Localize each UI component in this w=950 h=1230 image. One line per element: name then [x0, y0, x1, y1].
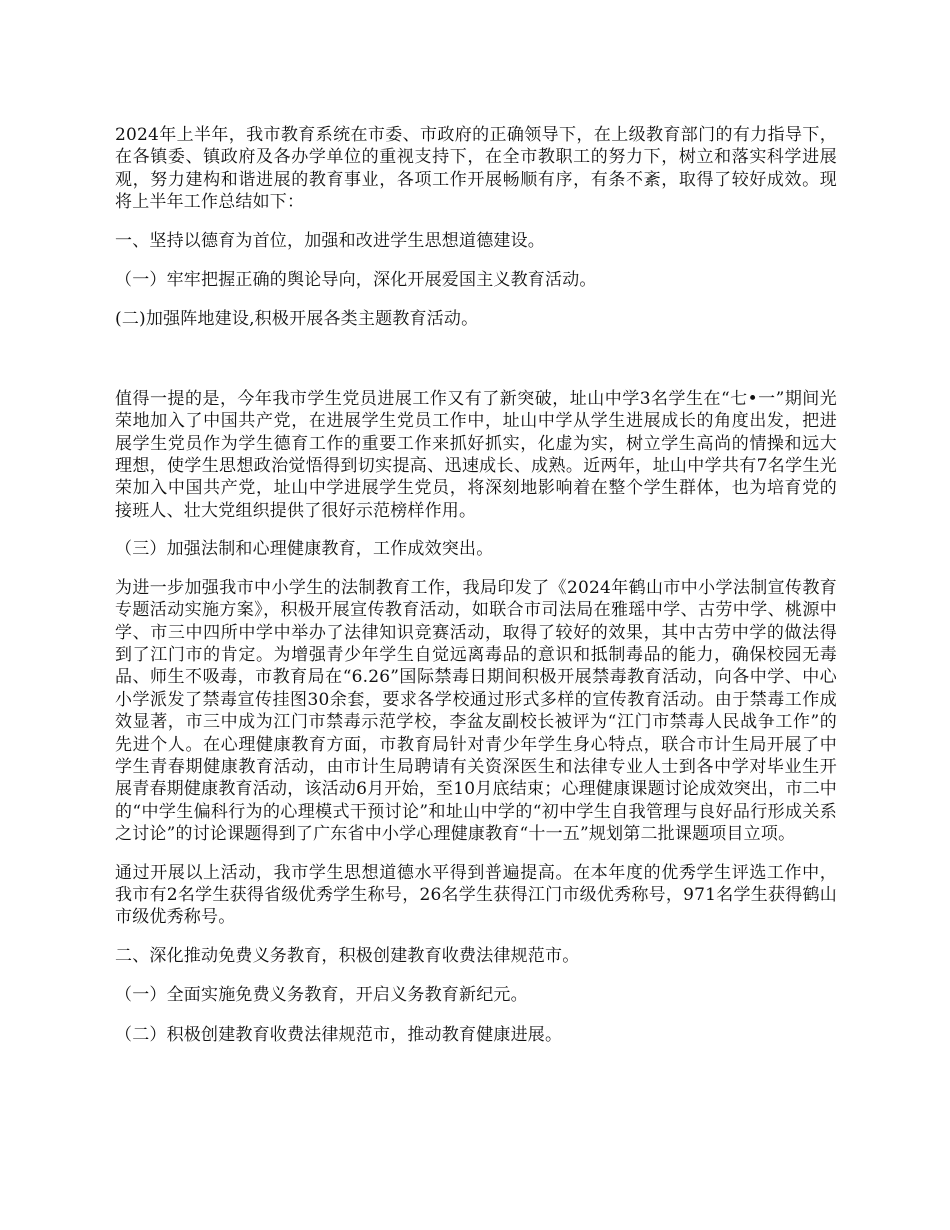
document-body	[115, 124, 837, 1046]
subsection-heading-2-1: （一）全面实施免费义务教育，开启义务教育新纪元。	[115, 985, 528, 1006]
party-member-paragraph: 值得一提的是，今年我市学生党员进展工作又有了新突破，址山中学3名学生在“七•一”期间光荣地加入了中国共产党，在进展学生党员工作中，址山中学从学生进展成长的角度出发，把进展学生党员作为学生德育工作的重要工作来抓好抓实，化虚为实，树立学生高尚的情操和远大理想，使学生思想政治觉悟得到切实提高、迅速成长、成熟。近两年，址山中学共有7名学生光荣加入中国共产党，址山中学进展学生党员，将深刻地影响着在整个学生群体，也为培育党的接班人、壮大党组织提供了很好示范榜样作用。	[115, 388, 837, 521]
section-heading-2: 二、深化推动免费义务教育，积极创建教育收费法律规范市。	[115, 945, 580, 966]
subsection-heading-1-1: （一）牢牢把握正确的舆论导向，深化开展爱国主义教育活动。	[115, 270, 597, 291]
intro-paragraph: 2024年上半年，我市教育系统在市委、市政府的正确领导下，在上级教育部门的有力指导下，在各镇委、镇政府及各办学单位的重视支持下，在全市教职工的努力下，树立和落实科学进展观，努力建构和谐进展的教育事业，各项工作开展畅顺有序，有条不紊，取得了较好成效。现将上半年工作总结如下：	[115, 125, 837, 213]
subsection-heading-1-2: (二)加强阵地建设,积极开展各类主题教育活动。	[115, 309, 479, 330]
section-heading-1: 一、坚持以德育为首位，加强和改进学生思想道德建设。	[115, 230, 545, 251]
results-paragraph: 通过开展以上活动，我市学生思想道德水平得到普遍提高。在本年度的优秀学生评选工作中，我市有2名学生获得省级优秀学生称号，26名学生获得江门市级优秀称号，971名学生获得鹤山市级优秀称号。	[115, 862, 837, 928]
subsection-heading-2-2: （二）积极创建教育收费法律规范市，推动教育健康进展。	[115, 1024, 563, 1045]
subsection-heading-1-3: （三）加强法制和心理健康教育，工作成效突出。	[115, 539, 494, 560]
legal-education-paragraph: 为进一步加强我市中小学生的法制教育工作，我局印发了《2024年鹤山市中小学法制宣传教育专题活动实施方案》，积极开展宣传教育活动，如联合市司法局在雅瑶中学、古劳中学、桃源中学、市三中四所中学中举办了法律知识竞赛活动，取得了较好的效果，其中古劳中学的做法得到了江门市的肯定。为增强青少年学生自觉远离毒品的意识和抵制毒品的能力，确保校园无毒品、师生不吸毒，市教育局在“6.26”国际禁毒日期间积极开展禁毒教育活动，向各中学、中心小学派发了禁毒宣传挂图30余套，要求各学校通过形式多样的宣传教育活动。由于禁毒工作成效显著，市三中成为江门市禁毒示范学校，李盆友副校长被评为“江门市禁毒人民战争工作”的先进个人。在心理健康教育方面，市教育局针对青少年学生身心特点，联合市计生局开展了中学生青春期健康教育活动，由市计生局聘请有关资深医生和法律专业人士到各中学对毕业生开展青春期健康教育活动，该活动6月开始，至10月底结束；心理健康课题讨论成效突出，市二中的“中学生偏科行为的心理模式干预讨论”和址山中学的“初中学生自我管理与良好品行形成关系之讨论”的讨论课题得到了广东省中小学心理健康教育“十一五”规划第二批课题项目立项。	[115, 577, 837, 845]
